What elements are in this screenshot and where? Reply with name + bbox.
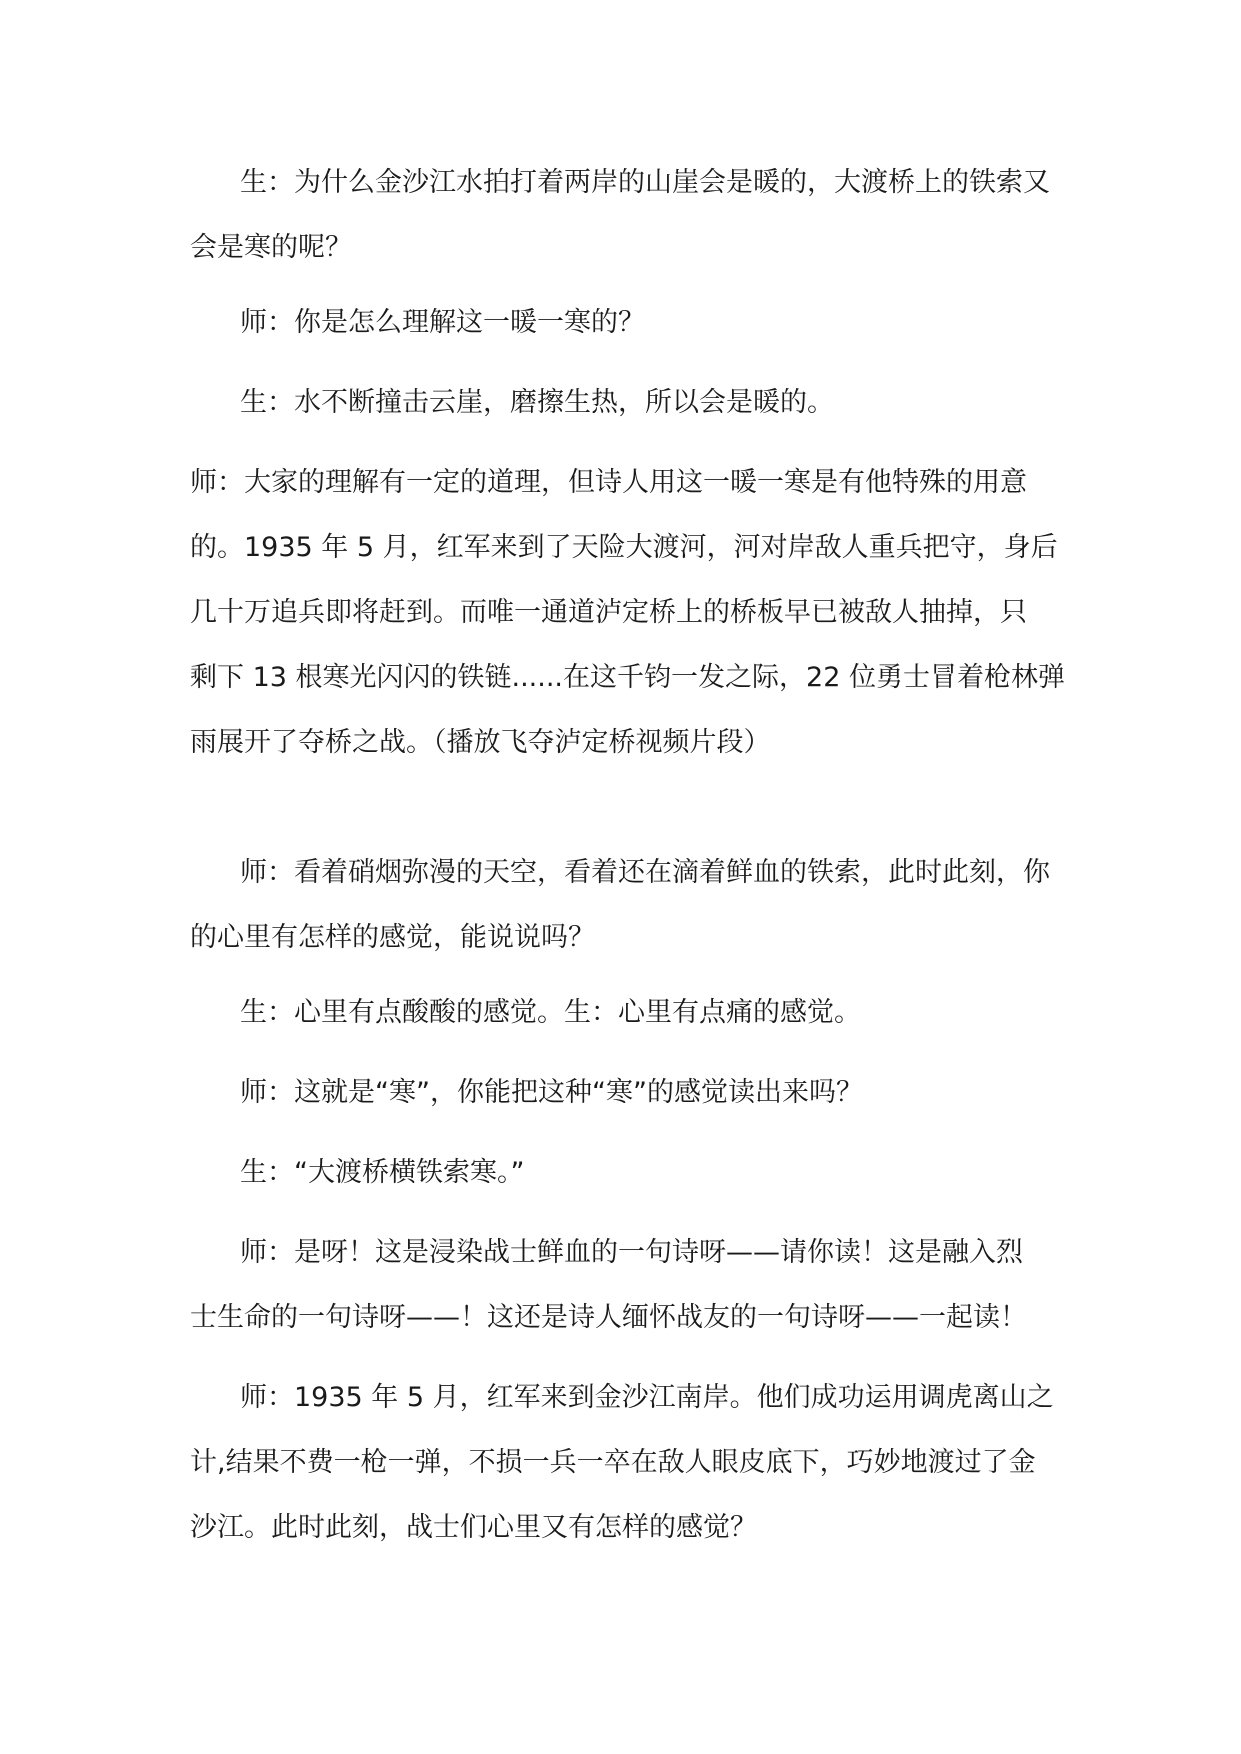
text-line: 沙江。此时此刻，战士们心里又有怎样的感觉？ <box>190 1512 757 1543</box>
text-line: 计,结果不费一枪一弹，不损一兵一卒在敌人眼皮底下，巧妙地渡过了金 <box>190 1447 1036 1478</box>
text-line: 生：“大渡桥横铁索寒。” <box>240 1157 525 1188</box>
paragraph-student-answer <box>190 370 1065 435</box>
text-line: 生：为什么金沙江水拍打着两岸的山崖会是暖的，大渡桥上的铁索又 <box>240 167 1050 198</box>
paragraph-teacher-read-prompt <box>190 1060 1065 1125</box>
text-line: 师：1935 年 5 月，红军来到金沙江南岸。他们成功运用调虎离山之 <box>240 1382 1054 1413</box>
text-line: 师：这就是“寒”，你能把这种“寒”的感觉读出来吗？ <box>240 1077 863 1108</box>
text-line: 剩下 13 根寒光闪闪的铁链......在这千钧一发之际，22 位勇士冒着枪林弹 <box>190 662 1065 693</box>
paragraph-student-feelings <box>190 980 1065 1045</box>
text-line: 士生命的一句诗呀——！这还是诗人缅怀战友的一句诗呀——一起读！ <box>190 1302 1027 1333</box>
paragraph-student-recite <box>190 1140 1065 1205</box>
text-line: 雨展开了夺桥之战。（播放飞夺泸定桥视频片段） <box>190 727 771 758</box>
paragraph-teacher-encourage <box>190 1220 1065 1350</box>
text-line: 师：你是怎么理解这一暖一寒的？ <box>240 307 645 338</box>
paragraph-teacher-explanation <box>190 450 1065 775</box>
text-line: 生：水不断撞击云崖，磨擦生热，所以会是暖的。 <box>240 387 834 418</box>
text-line: 师：大家的理解有一定的道理，但诗人用这一暖一寒是有他特殊的用意 <box>190 467 1027 498</box>
text-line: 的心里有怎样的感觉，能说说吗？ <box>190 922 595 953</box>
paragraph-teacher-prompt <box>190 840 1065 970</box>
paragraph-teacher-jinsha <box>190 1365 1065 1560</box>
text-line: 几十万追兵即将赶到。而唯一通道泸定桥上的桥板早已被敌人抽掉，只 <box>190 597 1027 628</box>
text-line: 的。1935 年 5 月，红军来到了天险大渡河，河对岸敌人重兵把守，身后 <box>190 532 1058 563</box>
text-line: 会是寒的呢？ <box>190 232 352 263</box>
paragraph-student-question <box>190 150 1065 280</box>
text-line: 师：看着硝烟弥漫的天空，看着还在滴着鲜血的铁索，此时此刻，你 <box>240 857 1050 888</box>
paragraph-teacher-question <box>190 290 1065 355</box>
text-line: 师：是呀！这是浸染战士鲜血的一句诗呀——请你读！这是融入烈 <box>240 1237 1023 1268</box>
text-line: 生：心里有点酸酸的感觉。生：心里有点痛的感觉。 <box>240 997 861 1028</box>
